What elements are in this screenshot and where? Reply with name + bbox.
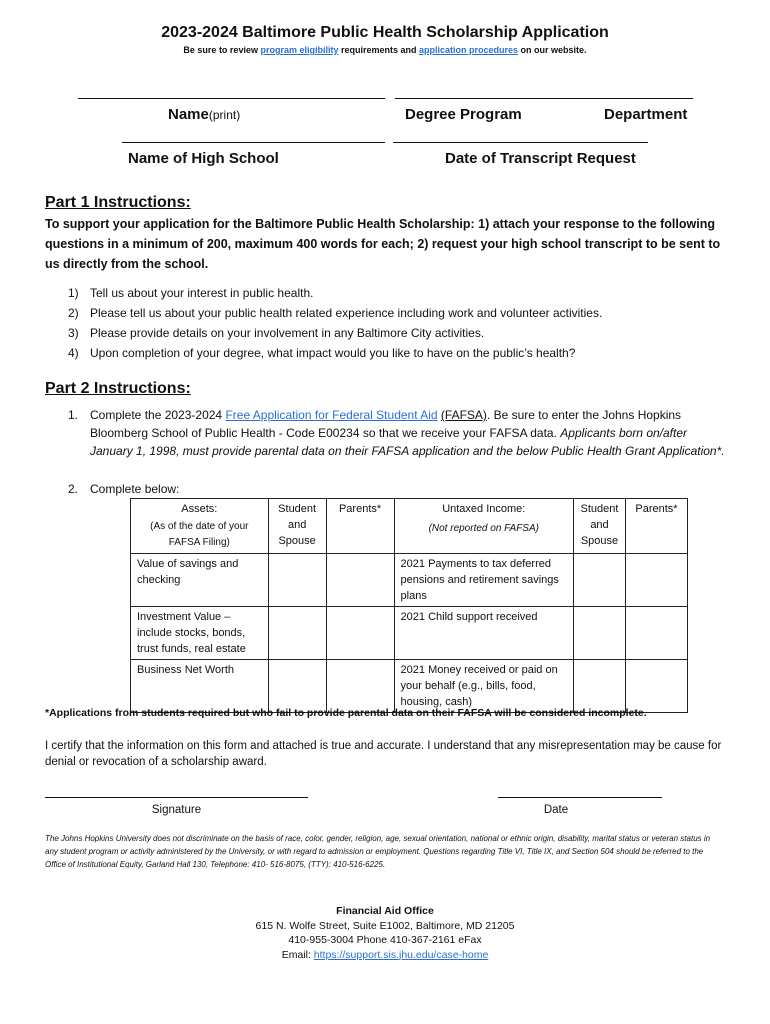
financial-table: [130, 498, 688, 713]
non-discrimination-disclaimer: The Johns Hopkins University does not discriminate on the basis of race, color, gender, religion, age, sexual orientation, national or ethnic origin, disability, marital status or veteran status in any student program or activity administered by the University, or with regard to admission or employment. Questions regarding Title VI, Title IX, and Section 504 should be referred to the Office of Institutional Equity, Garland Hall 130, Telephone: 410- 516-8075, (TTY): 410-516-6225.: [45, 834, 711, 869]
high-school-label: Name of High School: [128, 150, 279, 167]
office-email: [185, 948, 585, 963]
subtitle-text: on our website.: [518, 45, 587, 55]
part2-step1: [68, 406, 728, 460]
list-item: [68, 283, 728, 303]
list-text: Please provide details on your involvement in any Baltimore City activities.: [90, 326, 485, 340]
asset-cell: Value of savings and checking: [131, 554, 269, 607]
part1-intro: To support your application for the Baltimore Public Health Scholarship: 1) attach your response to the following questions in a minimum of 200, maximum 400 words for each; 2) request your high school transcript to be sent to us directly from the school.: [45, 217, 721, 271]
table-row: [131, 607, 688, 660]
list-item: [68, 323, 728, 343]
list-text: Tell us about your interest in public health.: [90, 286, 314, 300]
step2-text: Complete below:: [90, 482, 180, 496]
assets-header-sub: (As of the date of your FAFSA Filing): [150, 521, 249, 548]
list-number: 2): [68, 306, 79, 320]
income-header-text: Untaxed Income:: [442, 503, 526, 515]
parent-income-input[interactable]: [625, 554, 687, 607]
income-header: [394, 499, 573, 554]
asset-cell: Business Net Worth: [131, 660, 269, 713]
transcript-date-label: Date of Transcript Request: [445, 150, 636, 167]
step1-text: [90, 406, 728, 460]
list-number: 1.: [68, 408, 79, 422]
questions-list: [68, 283, 728, 363]
page-subtitle: [0, 45, 770, 55]
asset-cell: Investment Value – include stocks, bonds, trust funds, real estate: [131, 607, 269, 660]
list-number: 3): [68, 326, 79, 340]
date-label: Date: [543, 804, 569, 816]
incomplete-notice: *Applications from students required but who fail to provide parental data on their FAFSA will be considered incomplete.: [45, 707, 647, 719]
transcript-date-line[interactable]: [393, 142, 648, 143]
fafsa-abbr: (FAFSA): [440, 408, 487, 422]
table-row: [131, 660, 688, 713]
office-contact: [185, 904, 585, 962]
table-header-row: [131, 499, 688, 554]
parent-income-input[interactable]: [625, 660, 687, 713]
list-number: 4): [68, 346, 79, 360]
application-procedures-link[interactable]: application procedures: [419, 45, 519, 55]
step1-pre: Complete the 2023-2024: [90, 408, 226, 422]
signature-label: Signature: [151, 804, 202, 816]
student-income-input[interactable]: [574, 554, 626, 607]
parent-income-input[interactable]: [625, 607, 687, 660]
list-text: Please tell us about your public health related experience including work and volunteer activities.: [90, 306, 603, 320]
student-asset-input[interactable]: [268, 607, 326, 660]
page-title: 2023-2024 Baltimore Public Health Scholarship Application: [161, 24, 609, 41]
student-income-input[interactable]: [574, 660, 626, 713]
parent-asset-input[interactable]: [326, 607, 394, 660]
parents-header: Parents*: [326, 499, 394, 554]
email-label: Email:: [281, 948, 314, 961]
department-label: Department: [604, 106, 688, 123]
income-cell: 2021 Child support received: [394, 607, 573, 660]
name-label: [168, 106, 240, 124]
step1-mid: . Be sure to enter the Johns Hopkins Bloomberg School of Public Health - Code E00234 so that we receive your FAFSA data.: [90, 408, 682, 440]
degree-department-line[interactable]: [395, 98, 693, 99]
part1-heading: Part 1 Instructions:: [45, 194, 191, 211]
parents-header: Parents*: [625, 499, 687, 554]
list-item: [68, 303, 728, 323]
student-header: Student and Spouse: [574, 499, 626, 554]
subtitle-text: requirements and: [338, 45, 420, 55]
assets-header-text: Assets:: [181, 503, 218, 515]
degree-program-label: Degree Program: [405, 106, 522, 123]
student-asset-input[interactable]: [268, 554, 326, 607]
income-cell: 2021 Money received or paid on your behalf (e.g., bills, food, housing, cash): [394, 660, 573, 713]
list-text: Upon completion of your degree, what impact would you like to have on the public’s health?: [90, 346, 576, 360]
list-number: 1): [68, 286, 79, 300]
office-address: 615 N. Wolfe Street, Suite E1002, Baltimore, MD 21205: [255, 919, 515, 932]
date-line[interactable]: [498, 797, 662, 798]
student-income-input[interactable]: [574, 607, 626, 660]
program-eligibility-link[interactable]: program eligibility: [260, 45, 339, 55]
office-name: Financial Aid Office: [336, 905, 434, 917]
list-item: [68, 343, 728, 363]
table-row: [131, 554, 688, 607]
support-email-link[interactable]: https://support.sis.jhu.edu/case-home: [313, 948, 489, 961]
parent-asset-input[interactable]: [326, 554, 394, 607]
signature-line[interactable]: [45, 797, 308, 798]
fafsa-link[interactable]: Free Application for Federal Student Aid: [225, 408, 438, 422]
part2-step2: [68, 480, 179, 498]
certification-text: I certify that the information on this form and attached is true and accurate. I understand that any misrepresentation may be cause for denial or revocation of a scholarship award.: [45, 740, 722, 768]
income-header-sub: (Not reported on FAFSA): [428, 523, 539, 534]
step1-italic: Applicants born on/after January 1, 1998, must provide parental data on their FAFSA application and the below Public Health Grant Application*.: [90, 426, 725, 458]
name-line[interactable]: [78, 98, 385, 99]
subtitle-text: Be sure to review: [183, 45, 261, 55]
list-number: 2.: [68, 482, 79, 496]
parent-asset-input[interactable]: [326, 660, 394, 713]
student-header: Student and Spouse: [268, 499, 326, 554]
student-asset-input[interactable]: [268, 660, 326, 713]
income-cell: 2021 Payments to tax deferred pensions and retirement savings plans: [394, 554, 573, 607]
assets-header: [131, 499, 269, 554]
office-phone: 410-955-3004 Phone 410-367-2161 eFax: [288, 934, 482, 946]
name-label-suffix: (print): [208, 108, 241, 122]
name-label-text: Name: [168, 106, 209, 123]
part2-heading: Part 2 Instructions:: [45, 380, 191, 397]
high-school-line[interactable]: [122, 142, 385, 143]
